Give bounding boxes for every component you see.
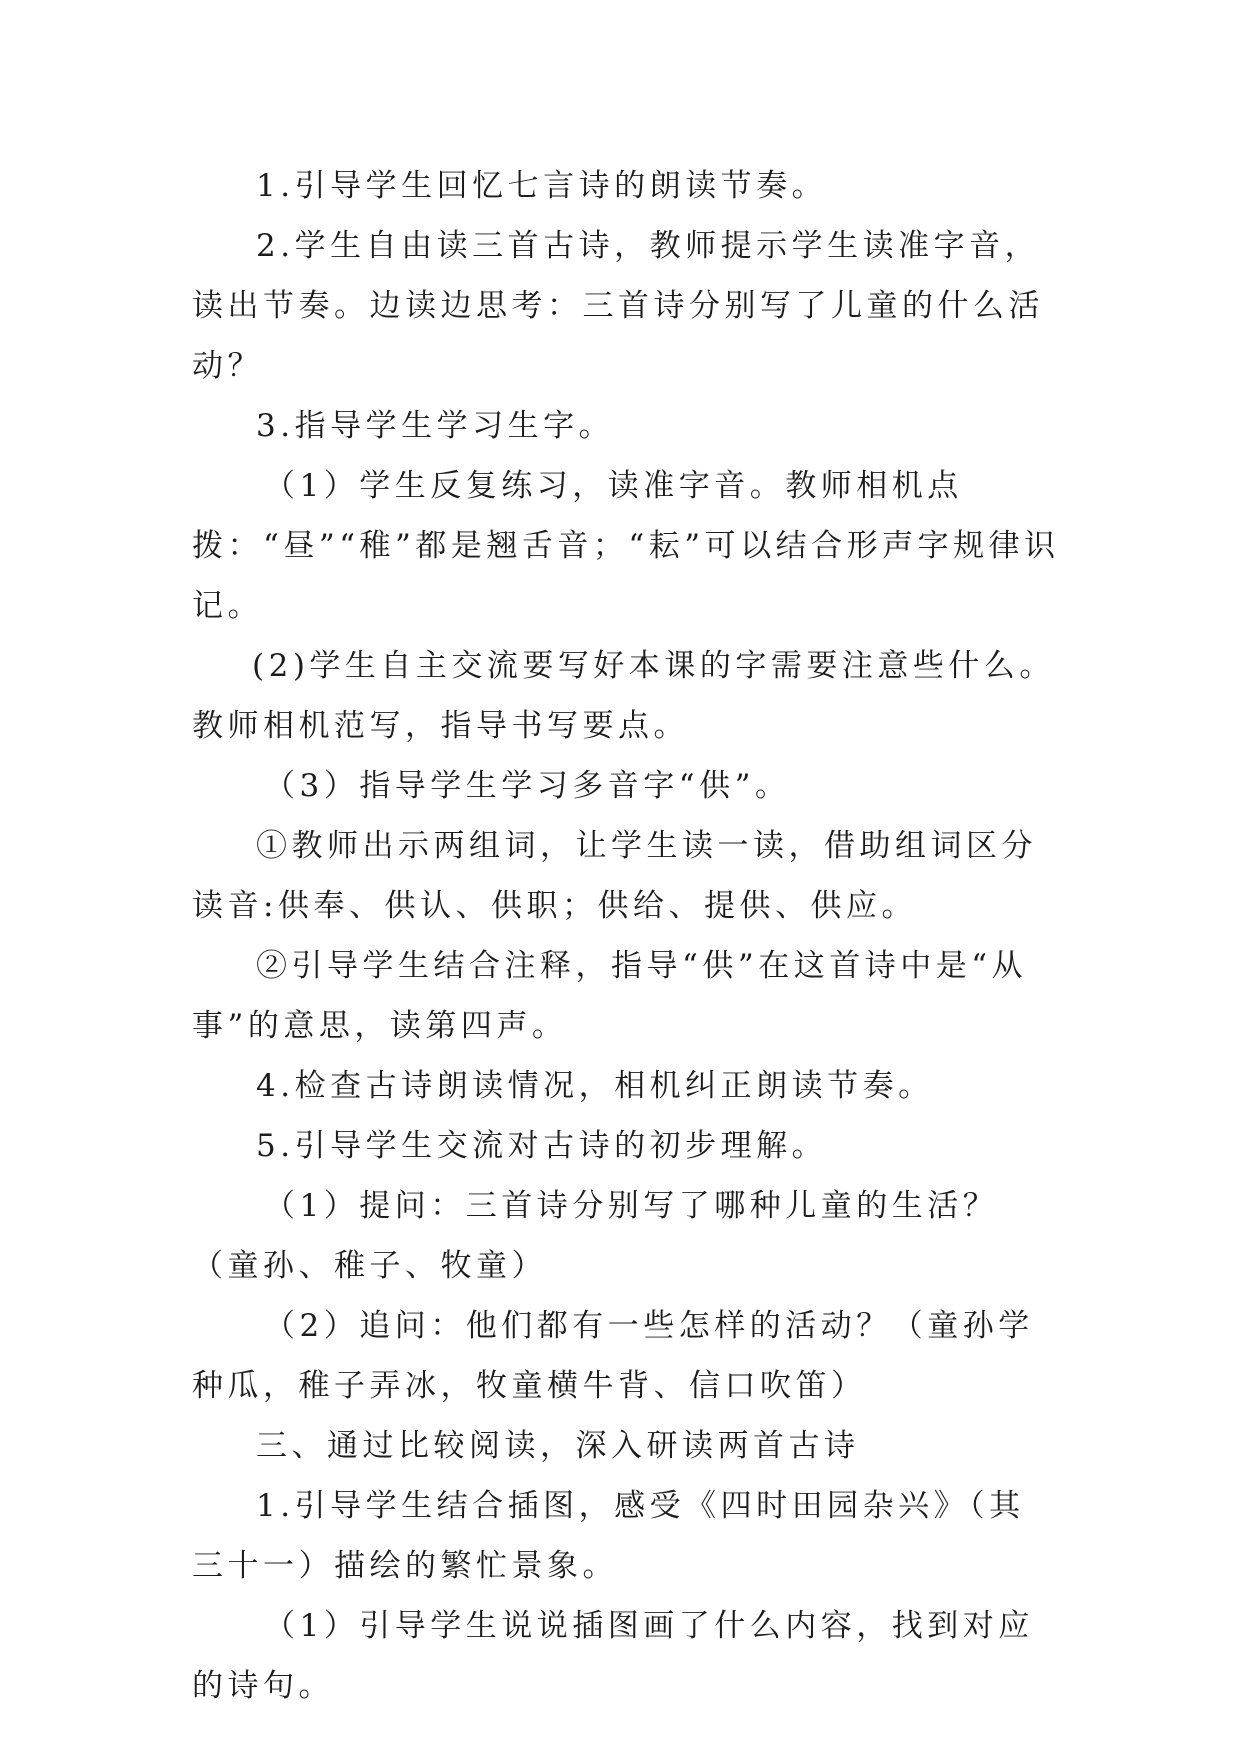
paragraph: （3）指导学生学习多音字“供”。 (264, 768, 791, 804)
paragraph: (2)学生自主交流要写好本课的字需要注意些什么。教师相机范写，指导书写要点。 (192, 648, 1055, 744)
paragraph: 2.学生自由读三首古诗，教师提示学生读准字音，读出节奏。边读边思考：三首诗分别写了儿童的什么活动？ (192, 228, 1044, 384)
paragraph: （1）学生反复练习，读准字音。教师相机点拨：“昼”“稚”都是翘舌音；“耘”可以结合形声字规律识记。 (192, 468, 1060, 624)
paragraph: ②引导学生结合注释，指导“供”在这首诗中是“从事”的意思，读第四声。 (192, 948, 1028, 1044)
paragraph: （2）追问：他们都有一些怎样的活动？（童孙学种瓜，稚子弄冰，牧童横牛背、信口吹笛） (192, 1308, 1034, 1404)
section-heading: 三、通过比较阅读，深入研读两首古诗 (256, 1428, 860, 1464)
paragraph: 5.引导学生交流对古诗的初步理解。 (256, 1128, 828, 1164)
paragraph: 3.指导学生学习生字。 (256, 408, 615, 444)
paragraph: ①教师出示两组词，让学生读一读，借助组词区分读音:供奉、供认、供职；供给、提供、供应。 (192, 828, 1037, 924)
paragraph: 1.引导学生回忆七言诗的朗读节奏。 (256, 168, 828, 204)
paragraph: （1）提问：三首诗分别写了哪种儿童的生活？（童孙、稚子、牧童） (192, 1188, 999, 1284)
document-body (192, 156, 1060, 1716)
paragraph: （1）引导学生说说插图画了什么内容，找到对应的诗句。 (192, 1608, 1034, 1704)
paragraph: 1.引导学生结合插图，感受《四时田园杂兴》（其三十一）描绘的繁忙景象。 (192, 1488, 1025, 1584)
paragraph: 4.检查古诗朗读情况，相机纠正朗读节奏。 (256, 1068, 934, 1104)
